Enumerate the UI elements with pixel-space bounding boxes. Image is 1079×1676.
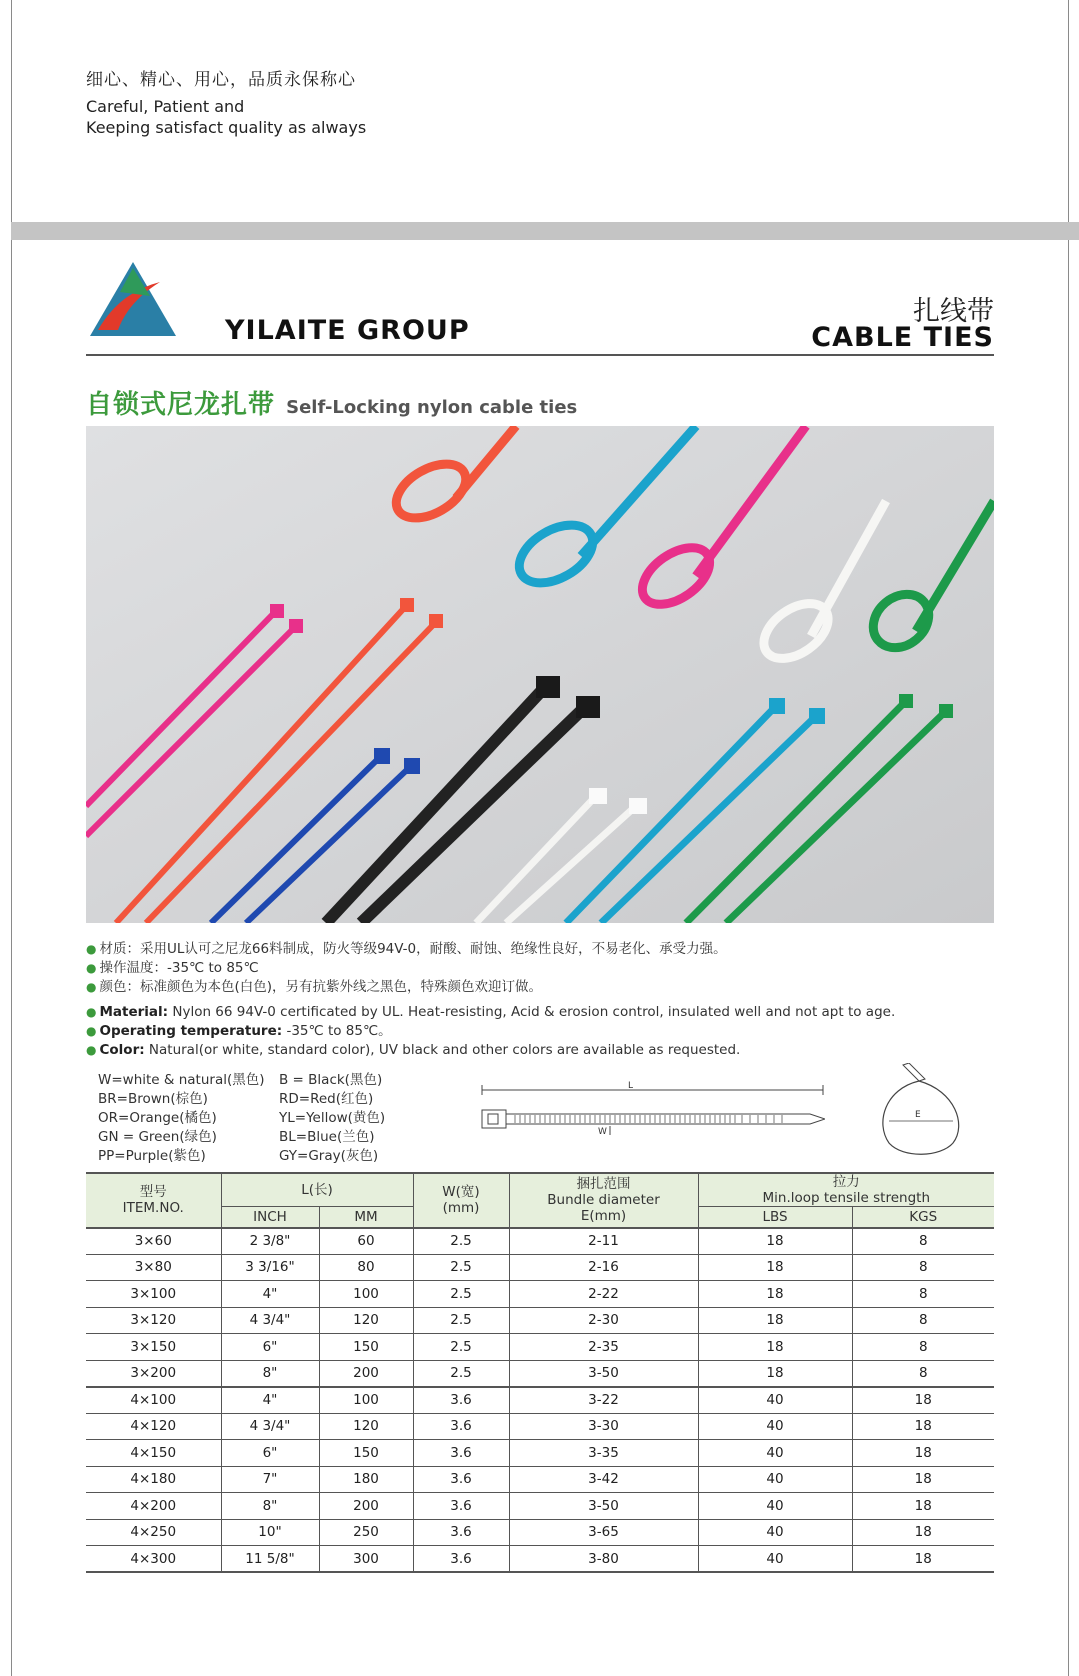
header-item-no: 型号 ITEM.NO. <box>86 1173 221 1228</box>
cell-bundle-diameter: 2-30 <box>509 1307 698 1334</box>
header-tensile-strength: 拉力 Min.loop tensile strength <box>698 1173 994 1207</box>
cell-lbs: 18 <box>698 1254 852 1281</box>
table-row <box>86 1519 994 1546</box>
table-row <box>86 1281 994 1308</box>
cell-width: 3.6 <box>413 1387 509 1414</box>
cell-lbs: 40 <box>698 1387 852 1414</box>
cell-bundle-diameter: 3-50 <box>509 1360 698 1387</box>
color-code-list <box>98 1071 385 1166</box>
header-length: L(长) <box>221 1173 413 1207</box>
specification-table <box>86 1172 994 1573</box>
cell-kgs: 8 <box>852 1360 994 1387</box>
slogan <box>86 70 366 138</box>
color-code-row: BR=Brown(棕色) RD=Red(红色) <box>98 1091 374 1107</box>
cell-inch: 4" <box>221 1387 319 1414</box>
table-row <box>86 1334 994 1361</box>
cell-mm: 120 <box>319 1413 413 1440</box>
cell-mm: 100 <box>319 1281 413 1308</box>
cell-item-no: 3×150 <box>86 1334 221 1361</box>
cable-ties-photo <box>86 426 994 923</box>
cell-lbs: 40 <box>698 1493 852 1520</box>
cell-kgs: 18 <box>852 1466 994 1493</box>
cell-lbs: 40 <box>698 1413 852 1440</box>
cell-mm: 80 <box>319 1254 413 1281</box>
cell-item-no: 4×250 <box>86 1519 221 1546</box>
feature-en-color: ● Color: Natural(or white, standard color), UV black and other colors are available as requested. <box>86 1042 741 1058</box>
cell-width: 3.6 <box>413 1493 509 1520</box>
cell-kgs: 18 <box>852 1493 994 1520</box>
cell-inch: 2 3/8" <box>221 1228 319 1255</box>
table-row <box>86 1493 994 1520</box>
cell-lbs: 40 <box>698 1546 852 1573</box>
cell-inch: 4" <box>221 1281 319 1308</box>
slogan-en-line1: Careful, Patient and <box>86 97 245 116</box>
table-row <box>86 1387 994 1414</box>
cell-item-no: 4×150 <box>86 1440 221 1467</box>
table-row <box>86 1413 994 1440</box>
cell-width: 2.5 <box>413 1360 509 1387</box>
product-title-en: Self-Locking nylon cable ties <box>286 397 578 418</box>
color-code-row: PP=Purple(紫色) GY=Gray(灰色) <box>98 1148 379 1164</box>
cell-width: 2.5 <box>413 1307 509 1334</box>
cell-kgs: 18 <box>852 1519 994 1546</box>
cell-inch: 8" <box>221 1360 319 1387</box>
cell-bundle-diameter: 3-65 <box>509 1519 698 1546</box>
cell-bundle-diameter: 3-80 <box>509 1546 698 1573</box>
cell-mm: 150 <box>319 1440 413 1467</box>
features-en <box>86 1003 895 1060</box>
header-bundle-diameter: 捆扎范围 Bundle diameter E(mm) <box>509 1173 698 1228</box>
cell-bundle-diameter: 3-42 <box>509 1466 698 1493</box>
cell-kgs: 8 <box>852 1334 994 1361</box>
color-code-row: OR=Orange(橘色) YL=Yellow(黄色) <box>98 1110 386 1126</box>
page-divider <box>11 222 1079 240</box>
cell-kgs: 18 <box>852 1546 994 1573</box>
cell-item-no: 3×100 <box>86 1281 221 1308</box>
cell-mm: 200 <box>319 1493 413 1520</box>
cell-kgs: 18 <box>852 1440 994 1467</box>
cell-width: 2.5 <box>413 1334 509 1361</box>
cell-kgs: 8 <box>852 1254 994 1281</box>
cell-bundle-diameter: 2-11 <box>509 1228 698 1255</box>
header-kgs: KGS <box>852 1207 994 1228</box>
feature-en-temperature: ● Operating temperature: -35℃ to 85℃。 <box>86 1023 392 1039</box>
cable-tie-loop-diagram <box>875 1063 963 1158</box>
cell-mm: 300 <box>319 1546 413 1573</box>
cell-item-no: 3×60 <box>86 1228 221 1255</box>
cell-kgs: 8 <box>852 1228 994 1255</box>
cell-bundle-diameter: 3-35 <box>509 1440 698 1467</box>
cell-lbs: 18 <box>698 1334 852 1361</box>
cell-inch: 4 3/4" <box>221 1307 319 1334</box>
category-title-cn: 扎线带 <box>913 296 994 327</box>
table-row <box>86 1546 994 1573</box>
cell-inch: 4 3/4" <box>221 1413 319 1440</box>
color-code-row: W=white & natural(黑色) B = Black(黑色) <box>98 1072 383 1088</box>
cell-mm: 180 <box>319 1466 413 1493</box>
table-row <box>86 1440 994 1467</box>
header-mm: MM <box>319 1207 413 1228</box>
cell-mm: 120 <box>319 1307 413 1334</box>
cell-item-no: 4×100 <box>86 1387 221 1414</box>
loop-diameter-label: E <box>915 1110 921 1120</box>
cell-width: 2.5 <box>413 1254 509 1281</box>
slogan-en-line2: Keeping satisfact quality as always <box>86 118 367 137</box>
product-title-cn: 自锁式尼龙扎带 <box>86 390 276 420</box>
cell-width: 3.6 <box>413 1413 509 1440</box>
cell-lbs: 40 <box>698 1519 852 1546</box>
cell-width: 2.5 <box>413 1228 509 1255</box>
cell-bundle-diameter: 2-35 <box>509 1334 698 1361</box>
header-width: W(宽) (mm) <box>413 1173 509 1228</box>
length-label: L <box>628 1081 634 1091</box>
width-label: W <box>598 1127 607 1135</box>
table-row <box>86 1228 994 1255</box>
cell-inch: 6" <box>221 1440 319 1467</box>
cell-width: 3.6 <box>413 1466 509 1493</box>
cell-item-no: 4×200 <box>86 1493 221 1520</box>
color-code-row: GN = Green(绿色) BL=Blue(兰色) <box>98 1129 375 1145</box>
cell-width: 3.6 <box>413 1440 509 1467</box>
cell-bundle-diameter: 3-30 <box>509 1413 698 1440</box>
cell-item-no: 4×180 <box>86 1466 221 1493</box>
table-row <box>86 1360 994 1387</box>
cell-item-no: 4×120 <box>86 1413 221 1440</box>
features-cn <box>86 940 727 997</box>
cell-inch: 3 3/16" <box>221 1254 319 1281</box>
cable-tie-dimension-diagram <box>480 1080 825 1135</box>
cell-lbs: 40 <box>698 1466 852 1493</box>
header-divider <box>86 354 994 356</box>
cell-lbs: 18 <box>698 1360 852 1387</box>
cell-lbs: 40 <box>698 1440 852 1467</box>
brand-name: YILAITE GROUP <box>225 315 470 346</box>
table-row <box>86 1307 994 1334</box>
slogan-cn: 细心、精心、用心，品质永保称心 <box>86 70 356 90</box>
cell-bundle-diameter: 3-50 <box>509 1493 698 1520</box>
category-title-en: CABLE TIES <box>811 322 994 353</box>
cell-bundle-diameter: 2-16 <box>509 1254 698 1281</box>
cell-lbs: 18 <box>698 1281 852 1308</box>
cell-lbs: 18 <box>698 1228 852 1255</box>
table-row <box>86 1466 994 1493</box>
header-inch: INCH <box>221 1207 319 1228</box>
cell-bundle-diameter: 3-22 <box>509 1387 698 1414</box>
cell-width: 3.6 <box>413 1546 509 1573</box>
cell-lbs: 18 <box>698 1307 852 1334</box>
cell-item-no: 4×300 <box>86 1546 221 1573</box>
cell-item-no: 3×200 <box>86 1360 221 1387</box>
cell-kgs: 8 <box>852 1281 994 1308</box>
cell-inch: 11 5/8" <box>221 1546 319 1573</box>
cell-mm: 60 <box>319 1228 413 1255</box>
cell-width: 3.6 <box>413 1519 509 1546</box>
cell-kgs: 18 <box>852 1387 994 1414</box>
cell-mm: 100 <box>319 1387 413 1414</box>
cell-mm: 150 <box>319 1334 413 1361</box>
cell-item-no: 3×120 <box>86 1307 221 1334</box>
cell-inch: 8" <box>221 1493 319 1520</box>
feature-cn-temperature: ● 操作温度：-35℃ to 85℃ <box>86 960 259 976</box>
cell-width: 2.5 <box>413 1281 509 1308</box>
product-title <box>86 384 577 421</box>
cell-item-no: 3×80 <box>86 1254 221 1281</box>
feature-cn-color: ● 颜色：标准颜色为本色(白色)，另有抗紫外线之黑色，特殊颜色欢迎订做。 <box>86 979 543 995</box>
cell-inch: 7" <box>221 1466 319 1493</box>
cell-mm: 200 <box>319 1360 413 1387</box>
cell-kgs: 18 <box>852 1413 994 1440</box>
cell-kgs: 8 <box>852 1307 994 1334</box>
cell-mm: 250 <box>319 1519 413 1546</box>
header-lbs: LBS <box>698 1207 852 1228</box>
cell-inch: 10" <box>221 1519 319 1546</box>
cell-bundle-diameter: 2-22 <box>509 1281 698 1308</box>
feature-en-material: ● Material: Nylon 66 94V-0 certificated by UL. Heat-resisting, Acid & erosion control, insulated well and not apt to age. <box>86 1004 896 1020</box>
feature-cn-material: ● 材质：采用UL认可之尼龙66料制成，防火等级94V-0，耐酸、耐蚀、绝缘性良好，不易老化、承受力强。 <box>86 941 727 957</box>
cell-inch: 6" <box>221 1334 319 1361</box>
triangle-logo-icon <box>90 262 176 336</box>
table-row <box>86 1254 994 1281</box>
